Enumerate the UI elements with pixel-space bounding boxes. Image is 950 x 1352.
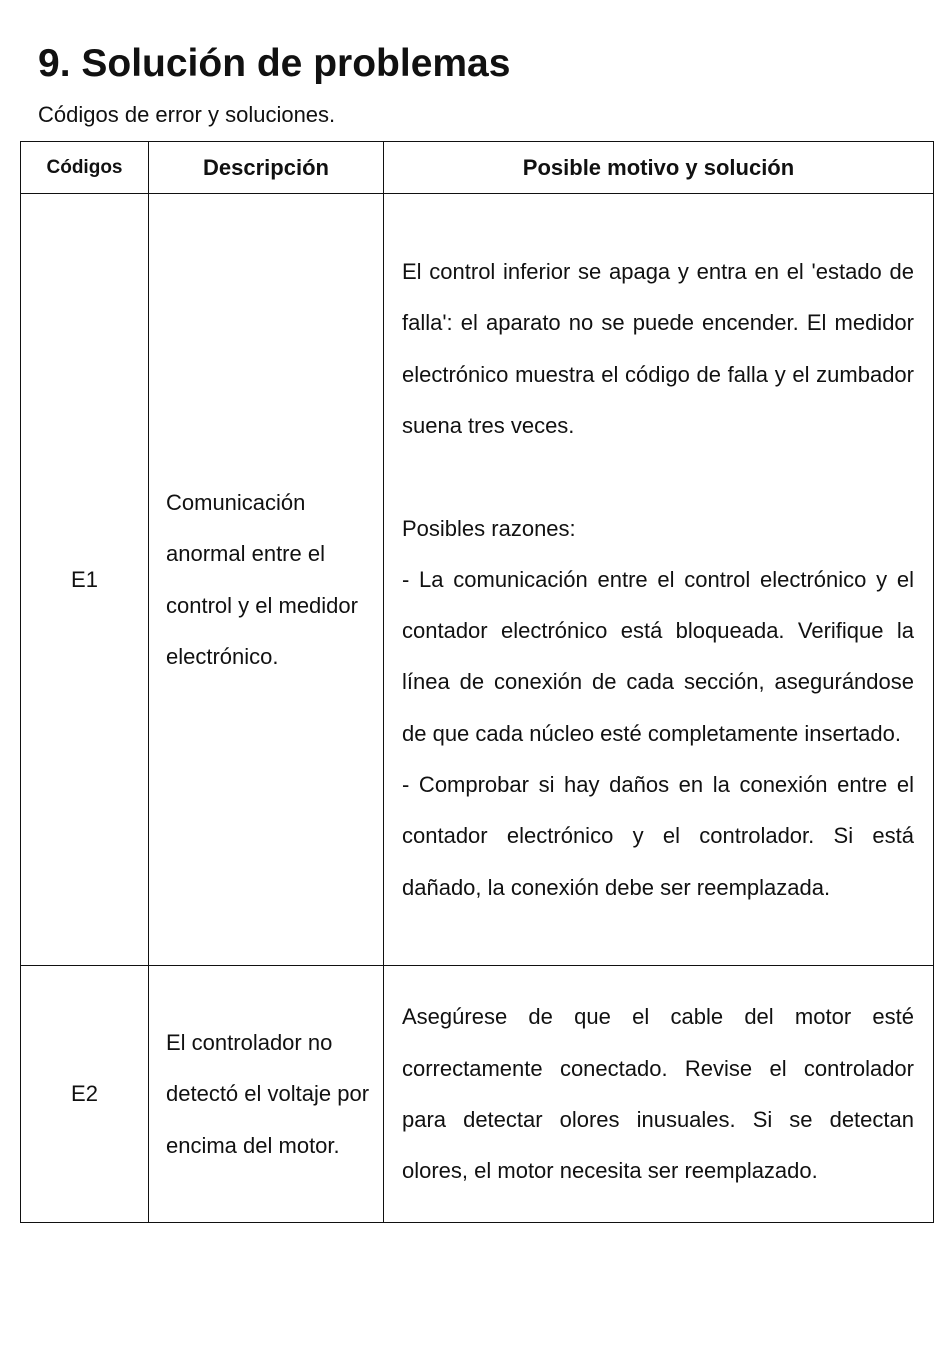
table-header-row <box>21 142 934 194</box>
reason-item: - Comprobar si hay daños en la conexión entre el contador electrónico y el controlador. Si está dañado, la conexión debe ser reemplazada. <box>402 772 914 900</box>
error-code: E2 <box>21 966 149 1223</box>
header-description: Descripción <box>149 142 384 194</box>
error-code: E1 <box>21 194 149 966</box>
page-subtitle: Códigos de error y soluciones. <box>38 102 336 127</box>
reason-intro: El control inferior se apaga y entra en el 'estado de falla': el aparato no se puede encender. El medidor electrónico muestra el código de falla y el zumbador suena tres veces. <box>402 259 914 438</box>
error-codes-table <box>20 141 934 1223</box>
error-reason <box>384 194 934 966</box>
table-row <box>21 966 934 1223</box>
spacer <box>402 451 914 502</box>
table-row <box>21 194 934 966</box>
reason-intro: Asegúrese de que el cable del motor esté correctamente conectado. Revise el controlador para detectar olores inusuales. Si se detectan olores, el motor necesita ser reemplazado. <box>402 1004 914 1184</box>
reasons-label: Posibles razones: <box>402 515 576 541</box>
page-title: 9. Solución de problemas <box>38 42 511 85</box>
header-codes: Códigos <box>21 142 149 194</box>
error-reason <box>384 966 934 1223</box>
header-reason: Posible motivo y solución <box>384 142 934 194</box>
error-description: Comunicación anormal entre el control y el medidor electrónico. <box>149 194 384 966</box>
reason-item: - La comunicación entre el control electrónico y el contador electrónico está bloqueada. Verifique la línea de conexión de cada sección, asegurándose de que cada núcleo esté completamente insertado. <box>402 566 914 746</box>
error-description: El controlador no detectó el voltaje por encima del motor. <box>149 966 384 1223</box>
